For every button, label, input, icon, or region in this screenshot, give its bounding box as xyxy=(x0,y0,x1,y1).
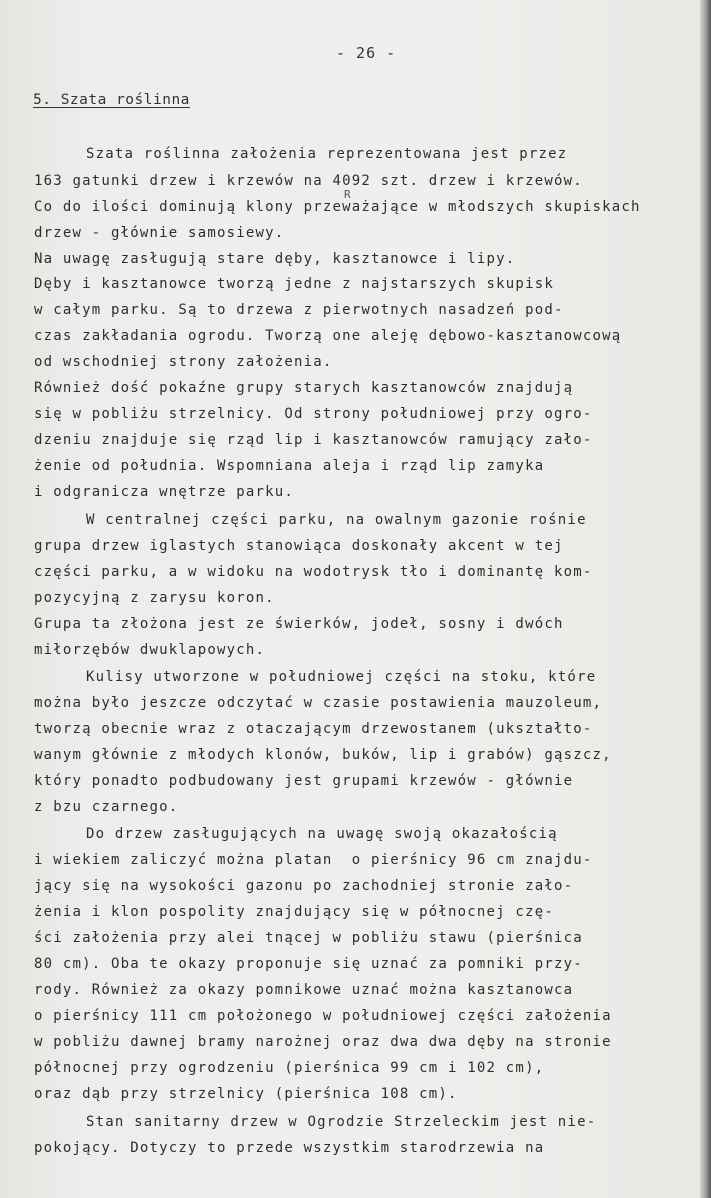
text-line: z bzu czarnego. xyxy=(34,799,179,815)
text-line: czas zakładania ogrodu. Tworzą one aleję dębowo-kasztanowcową xyxy=(34,328,622,344)
text-line: rody. Również za okazy pomnikowe uznać można kasztanowca xyxy=(34,982,574,998)
text-line: w pobliżu dawnej bramy narożnej oraz dwa dwa dęby na stronie xyxy=(34,1034,612,1050)
text-line: ści założenia przy alei tnącej w pobliżu stawu (pierśnica xyxy=(34,930,583,946)
text-line: W centralnej części parku, na owalnym gazonie rośnie xyxy=(86,512,587,528)
text-line: Szata roślinna założenia reprezentowana jest przez xyxy=(86,146,568,162)
text-line: części parku, a w widoku na wodotrysk tło i dominantę kom- xyxy=(34,564,593,580)
text-line: jący się na wysokości gazonu po zachodniej stronie zało- xyxy=(34,878,574,894)
text-line: w całym parku. Są to drzewa z pierwotnych nasadzeń pod- xyxy=(34,302,564,318)
page-number: - 26 - xyxy=(336,44,397,62)
text-line: Kulisy utworzone w południowej części na stoku, które xyxy=(86,669,597,685)
section-heading: 5. Szata roślinna xyxy=(33,92,190,108)
text-line: wanym głównie z młodych klonów, buków, lip i grabów) gąszcz, xyxy=(34,747,612,763)
text-line: się w pobliżu strzelnicy. Od strony południowej przy ogro- xyxy=(34,406,593,422)
text-line: Do drzew zasługujących na uwagę swoją okazałością xyxy=(86,826,558,842)
text-line: dzeniu znajduje się rząd lip i kasztanowców ramujący zało- xyxy=(34,432,593,448)
text-line: drzew - głównie samosiewy. xyxy=(34,225,285,241)
text-line: żenia i klon pospolity znajdujący się w północnej czę- xyxy=(34,904,554,920)
page-edge-shadow xyxy=(700,0,711,1198)
text-line: grupa drzew iglastych stanowiąca doskonały akcent w tej xyxy=(34,538,564,554)
text-line: miłorzębów dwuklapowych. xyxy=(34,642,266,658)
text-line: i wiekiem zaliczyć można platan o pierśnicy 96 cm znajdu- xyxy=(34,852,593,868)
text-line: Stan sanitarny drzew w Ogrodzie Strzeleckim jest nie- xyxy=(86,1114,597,1130)
text-line: Dęby i kasztanowce tworzą jedne z najstarszych skupisk xyxy=(34,276,554,292)
text-line: żenie od południa. Wspomniana aleja i rząd lip zamyka xyxy=(34,458,545,474)
handwritten-correction-mark: R xyxy=(344,188,351,201)
text-line: od wschodniej strony założenia. xyxy=(34,354,333,370)
text-line: pozycyjną z zarysu koron. xyxy=(34,590,275,606)
text-line: Grupa ta złożona jest ze świerków, jodeł, sosny i dwóch xyxy=(34,616,564,632)
text-line: północnej przy ogrodzeniu (pierśnica 99 cm i 102 cm), xyxy=(34,1060,545,1076)
text-line: 163 gatunki drzew i krzewów na 4092 szt. drzew i krzewów. xyxy=(34,173,583,189)
text-line: można było jeszcze odczytać w czasie postawienia mauzoleum, xyxy=(34,695,603,711)
text-line: oraz dąb przy strzelnicy (pierśnica 108 cm). xyxy=(34,1086,458,1102)
text-line: pokojący. Dotyczy to przede wszystkim starodrzewia na xyxy=(34,1140,545,1156)
text-line: o pierśnicy 111 cm położonego w południowej części założenia xyxy=(34,1008,612,1024)
text-line: i odgranicza wnętrze parku. xyxy=(34,484,294,500)
text-line: 80 cm). Oba te okazy proponuje się uznać za pomniki przy- xyxy=(34,956,583,972)
text-line: tworzą obecnie wraz z otaczającym drzewostanem (ukształto- xyxy=(34,721,593,737)
text-line: Na uwagę zasługują stare dęby, kasztanowce i lipy. xyxy=(34,251,516,267)
text-line: Co do ilości dominują klony przeważające w młodszych skupiskach xyxy=(34,199,641,215)
text-line: Również dość pokaźne grupy starych kasztanowców znajdują xyxy=(34,380,574,396)
text-line: który ponadto podbudowany jest grupami krzewów - głównie xyxy=(34,773,574,789)
